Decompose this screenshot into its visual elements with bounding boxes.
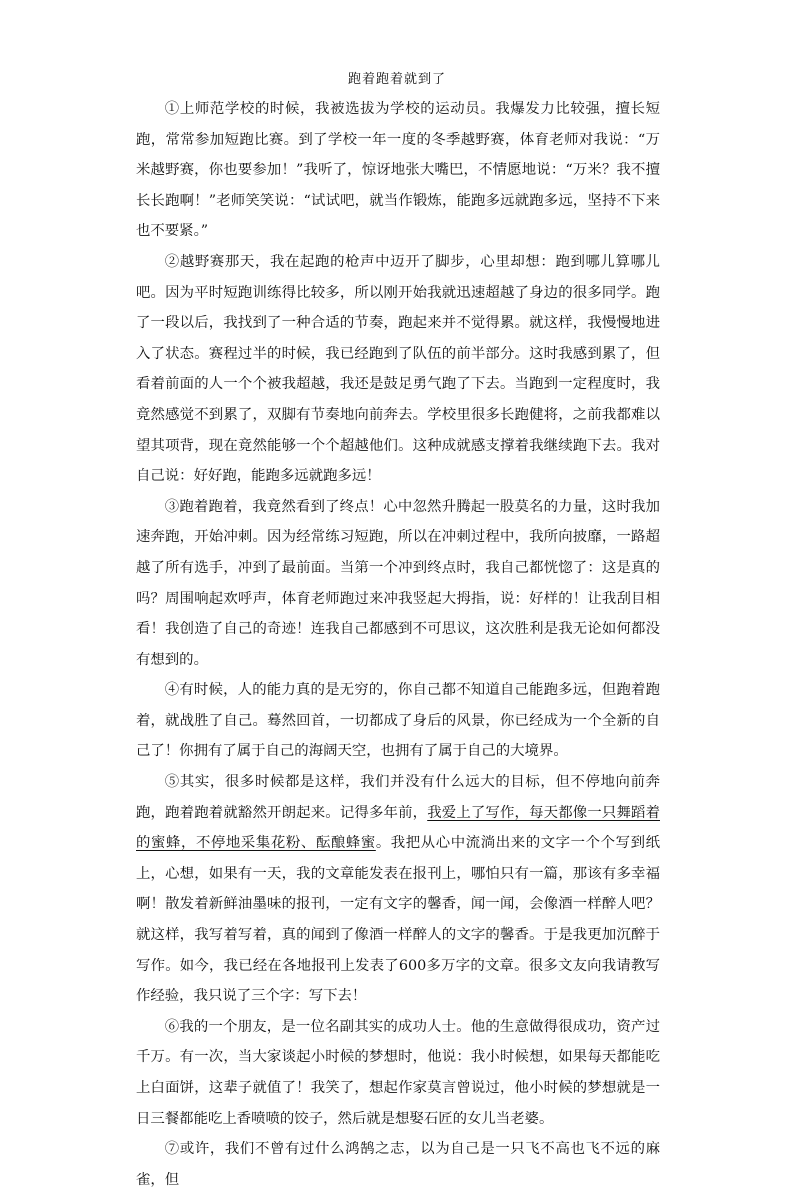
paragraph-5-lead: ⑤其实，很多时候都是这样，我们并没有什么远大的目标，但不停地向前奔跑，跑着跑着就豁然开朗起来。记得多年前， bbox=[136, 774, 660, 821]
paragraph-5 bbox=[136, 767, 660, 1012]
paragraph-4: ④有时候，人的能力真的是无穷的，你自己都不知道自己能跑多远，但跑着跑着，就战胜了自己。蓦然回首，一切都成了身后的风景，你已经成为一个全新的自己了！你拥有了属于自己的海阔天空，也拥有了属于自己的大境界。 bbox=[136, 682, 660, 760]
paragraph-5-rest: 。我把从心中流淌出来的文字一个个写到纸上，心想，如果有一天，我的文章能发表在报刊上，哪怕只有一篇，那该有多幸福啊！散发着新鲜油墨味的报刊，一定有文字的馨香，闻一闻，会像酒一样醉人吧？就这样，我写着写着，真的闻到了像酒一样醉人的文字的馨香。于是我更加沉醉于写作。如今，我已经在各地报刊上发表了600多万字的文章。很多文友向我请教写作经验，我只说了三个字：写下去！ bbox=[136, 835, 660, 1005]
paragraph-3: ③跑着跑着，我竟然看到了终点！心中忽然升腾起一股莫名的力量，这时我加速奔跑，开始冲刺。因为经常练习短跑，所以在冲刺过程中，我所向披靡，一路超越了所有选手，冲到了最前面。当第一个冲到终点时，我自己都恍惚了：这是真的吗？周围响起欢呼声，体育老师跑过来冲我竖起大拇指，说：好样的！让我刮目相看！我创造了自己的奇迹！连我自己都感到不可思议，这次胜利是我无论如何都没有想到的。 bbox=[136, 498, 660, 668]
article-title: 跑着跑着就到了 bbox=[347, 72, 446, 87]
paragraph-7: ⑦或许，我们不曾有过什么鸿鹄之志，以为自己是一只飞不高也飞不远的麻雀，但 bbox=[136, 1141, 660, 1188]
underlined-sentence: 我爱上了写作，每天都像一只舞蹈着的蜜蜂，不停地采集花粉、酝酿蜂蜜 bbox=[136, 804, 660, 852]
paragraph-1: ①上师范学校的时候，我被选拔为学校的运动员。我爆发力比较强，擅长短跑，常常参加短跑比赛。到了学校一年一度的冬季越野赛，体育老师对我说：“万米越野赛，你也要参加！”我听了，惊讶地张大嘴巴，不情愿地说：“万米？我不擅长长跑啊！”老师笑笑说：“试试吧，就当作锻炼，能跑多远就跑多远，坚持不下来也不要紧。” bbox=[136, 101, 660, 240]
paragraph-6: ⑥我的一个朋友，是一位名副其实的成功人士。他的生意做得很成功，资产过千万。有一次，当大家谈起小时候的梦想时，他说：我小时候想，如果每天都能吃上白面饼，这辈子就值了！我笑了，想起作家莫言曾说过，他小时候的梦想就是一日三餐都能吃上香喷喷的饺子，然后就是想娶石匠的女儿当老婆。 bbox=[136, 1018, 660, 1127]
article-body bbox=[136, 94, 660, 1195]
paragraph-2: ②越野赛那天，我在起跑的枪声中迈开了脚步，心里却想：跑到哪儿算哪儿吧。因为平时短跑训练得比较多，所以刚开始我就迅速超越了身边的很多同学。跑了一段以后，我找到了一种合适的节奏，跑起来并不觉得累。就这样，我慢慢地进入了状态。赛程过半的时候，我已经跑到了队伍的前半部分。这时我感到累了，但看着前面的人一个个被我超越，我还是鼓足勇气跑了下去。当跑到一定程度时，我竟然感觉不到累了，双脚有节奏地向前奔去。学校里很多长跑健将，之前我都难以望其项背，现在竟然能够一个个超越他们。这种成就感支撑着我继续跑下去。我对自己说：好好跑，能跑多远就跑多远！ bbox=[136, 253, 660, 485]
